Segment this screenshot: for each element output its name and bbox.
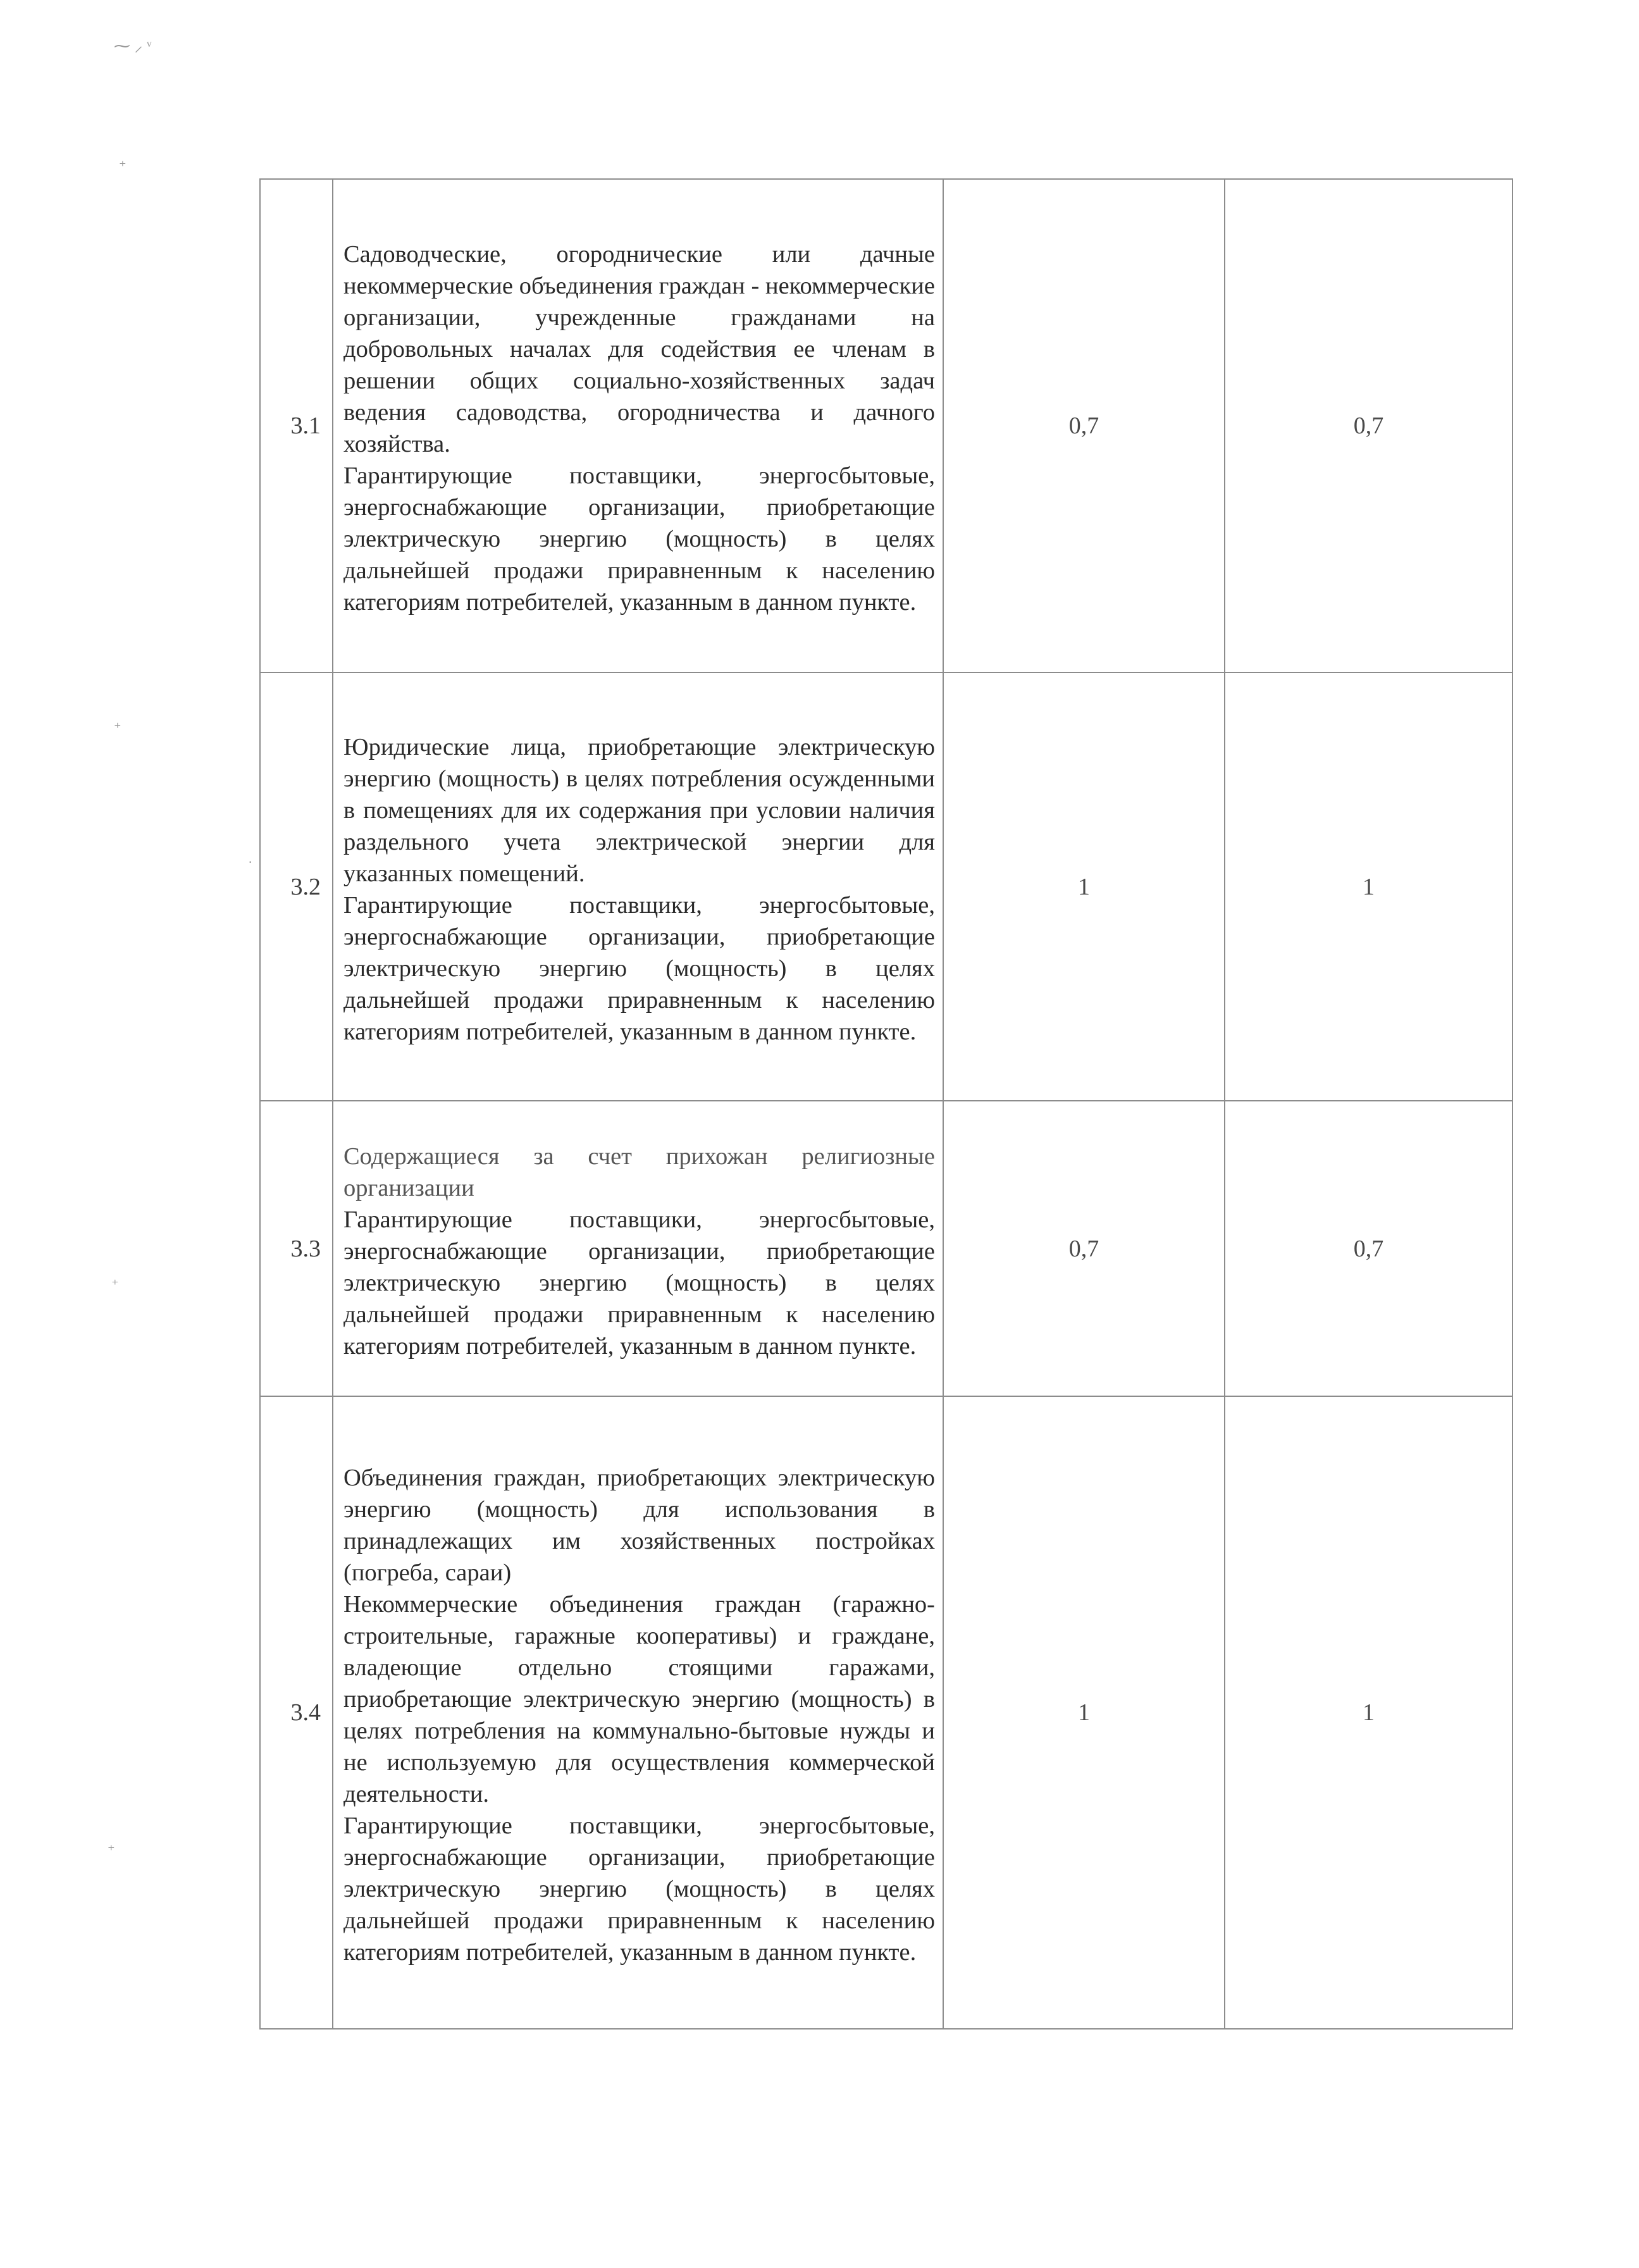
row-description [333,179,943,672]
description-paragraph: Гарантирующие поставщики, энергосбытовые, энергоснабжающие организации, приобретающие электрическую энергию (мощность) в целях дальнейшей продажи приравненным к населению категориям потребителей, указанным в данном пункте. [343,1813,935,1966]
row-number: 3.1 [260,179,333,672]
table-row [260,672,1512,1101]
description-paragraph: Содержащиеся за счет прихожан религиозные организации [343,1143,935,1201]
row-value-1: 1 [943,672,1225,1101]
scan-artifact: ⁺ [114,720,121,736]
description-paragraph: Юридические лица, приобретающие электрическую энергию (мощность) в целях потребления осужденными в помещениях для их содержания при условии наличия раздельного учета электрической энергии для указанных помещений. [343,733,935,887]
table-row [260,1396,1512,2029]
description-paragraph: Гарантирующие поставщики, энергосбытовые, энергоснабжающие организации, приобретающие электрическую энергию (мощность) в целях дальнейшей продажи приравненным к населению категориям потребителей, указанным в данном пункте. [343,462,935,616]
table-row [260,1101,1512,1396]
description-paragraph: Садоводческие, огороднические или дачные некоммерческие объединения граждан - некоммерческие организации, учрежденные гражданами на добровольных началах для содействия ее членам в решении общих социально-хозяйственных задач ведения садоводства, огородничества и дачного хозяйства. [343,241,935,457]
row-value-1: 1 [943,1396,1225,2029]
row-value-2: 1 [1225,1396,1512,2029]
description-paragraph: Гарантирующие поставщики, энергосбытовые, энергоснабжающие организации, приобретающие электрическую энергию (мощность) в целях дальнейшей продажи приравненным к населению категориям потребителей, указанным в данном пункте. [343,891,935,1045]
description-paragraph: Объединения граждан, приобретающих электрическую энергию (мощность) для использования в принадлежащих им хозяйственных постройках (погреба, сараи) [343,1465,935,1586]
scan-artifact: ⁺ [119,158,127,174]
description-paragraph: Некоммерческие объединения граждан (гаражно-строительные, гаражные кооперативы) и граждане, владеющие отдельно стоящими гаражами, приобретающие электрическую энергию (мощность) в целях потребления на коммунально-бытовые нужды и не используемую для осуществления коммерческой деятельности. [343,1591,935,1807]
scan-artifact: ⁺ [108,1842,115,1858]
row-description [333,672,943,1101]
row-value-1: 0,7 [943,1101,1225,1396]
table-row [260,179,1512,672]
row-value-2: 1 [1225,672,1512,1101]
description-paragraph: Гарантирующие поставщики, энергосбытовые, энергоснабжающие организации, приобретающие электрическую энергию (мощность) в целях дальнейшей продажи приравненным к населению категориям потребителей, указанным в данном пункте. [343,1206,935,1360]
row-value-2: 0,7 [1225,179,1512,672]
row-number: 3.4 [260,1396,333,2029]
tariff-coefficients-table [259,178,1513,2029]
row-number: 3.2 [260,672,333,1101]
scan-artifact: · [248,854,253,870]
scan-artifact: ⁺ [111,1277,119,1292]
row-description [333,1101,943,1396]
row-description [333,1396,943,2029]
row-value-2: 0,7 [1225,1101,1512,1396]
row-value-1: 0,7 [943,179,1225,672]
scan-artifact-top: ⁓ ⸝ ᵛ [114,37,152,55]
row-number: 3.3 [260,1101,333,1396]
